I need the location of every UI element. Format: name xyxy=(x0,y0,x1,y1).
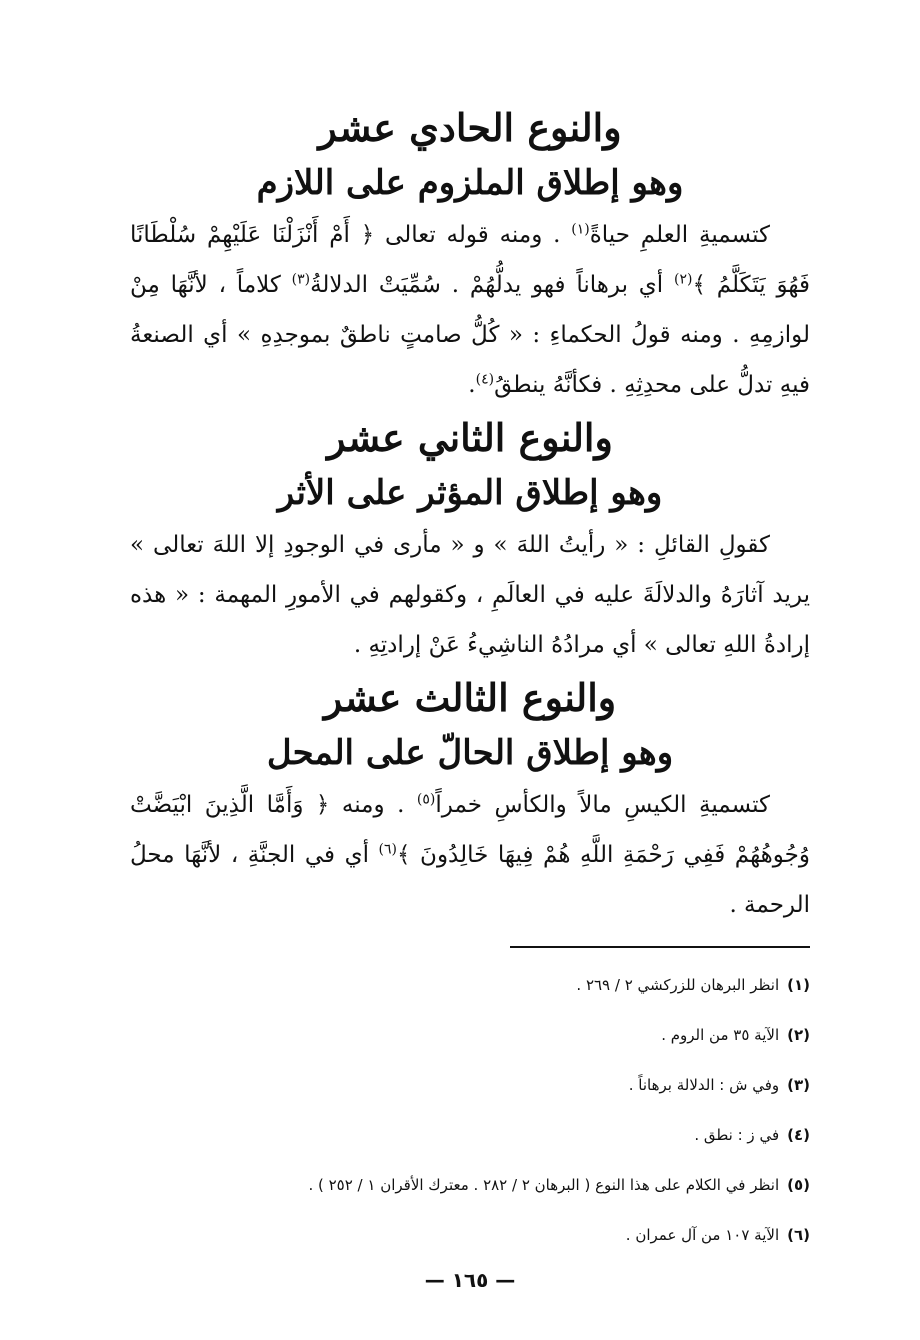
body-text: أي في الجنَّةِ ، لأنَّهَا محلُ الرحمة . xyxy=(130,842,810,918)
footnote-ref[interactable]: (٢) xyxy=(673,271,693,288)
body-text: . ومنه ﴿ وَأَمَّا الَّذِينَ ابْيَضَّتْ وُجُوهُهُمْ فَفِي رَحْمَةِ اللَّهِ هُمْ فِيهَا خَالِدُونَ ﴾ xyxy=(130,792,811,868)
section-body-12 xyxy=(130,520,810,670)
footnote-item xyxy=(130,1160,810,1210)
section-body-11 xyxy=(130,210,810,410)
footnote-item xyxy=(130,960,810,1010)
footnote-ref[interactable]: (٥) xyxy=(416,791,436,808)
footnote-ref[interactable]: (٦) xyxy=(378,841,398,858)
body-text: كتسميةِ العلمِ حياةً xyxy=(589,222,770,248)
body-text: كتسميةِ الكيسِ مالاً والكأسِ خمراً xyxy=(435,792,770,818)
body-text: أي برهاناً فهو يدلُّهُمْ . سُمِّيَتْ الدلالةُ xyxy=(310,272,674,298)
body-text: كلاماً ، لأنَّهَا مِنْ لوازمِهِ . ومنه قولُ الحكماءِ : « كُلُّ صامتٍ ناطقٌ بموجدِهِ » أي الصنعةُ فيهِ تدلُّ على محدِثِهِ . فكأنَّهُ ينطقُ xyxy=(130,272,810,398)
section-title-11: والنوع الحادي عشر xyxy=(318,105,622,150)
body-text: كقولِ القائلِ : « رأيتُ اللهَ » و « مأرى في الوجودِ إلا اللهَ تعالى » يريد آثارَهُ والدلالَةَ عليه في العالَمِ ، وكقولهم في الأمورِ المهمة : « هذه إرادةُ اللهِ تعالى » أي مرادُهُ الناشِيءُ عَنْ إرادتِهِ . xyxy=(130,532,810,658)
section-subtitle-11: وهو إطلاق الملزوم على اللازم xyxy=(256,163,684,203)
body-text: . xyxy=(468,372,476,398)
section-subtitle-13: وهو إطلاق الحالّ على المحل xyxy=(266,733,674,773)
footnote-ref[interactable]: (٤) xyxy=(475,371,495,388)
footnote-text: الآية ٣٥ من الروم . xyxy=(661,1026,780,1044)
footnote-ref[interactable]: (١) xyxy=(571,221,590,238)
footnote-text: انظر البرهان للزركشي ٢ / ٢٦٩ . xyxy=(576,976,780,994)
footnote-text: وفي ش : الدلالة برهاناً . xyxy=(628,1076,780,1094)
footnote-item xyxy=(130,1110,810,1160)
footnote-number: (٣) xyxy=(787,1076,810,1094)
section-title-12: والنوع الثاني عشر xyxy=(327,415,613,460)
footnote-item xyxy=(130,1060,810,1110)
section-body-13 xyxy=(130,780,810,930)
footnote-text: الآية ١٠٧ من آل عمران . xyxy=(625,1226,780,1244)
footnote-number: (٢) xyxy=(787,1026,810,1044)
footnote-text: انظر في الكلام على هذا النوع ( البرهان ٢ / ٢٨٢ . معترك الأقران ١ / ٢٥٢ ) . xyxy=(308,1176,780,1194)
footnote-item xyxy=(130,1210,810,1260)
footnote-number: (٦) xyxy=(787,1226,810,1244)
document-page xyxy=(130,100,810,1300)
footnote-divider xyxy=(510,946,810,948)
footnote-number: (٤) xyxy=(787,1126,810,1144)
footnote-text: في ز : نطق . xyxy=(694,1126,780,1144)
section-subtitle-12: وهو إطلاق المؤثر على الأثر xyxy=(277,473,663,513)
footnote-item xyxy=(130,1010,810,1060)
footnote-number: (١) xyxy=(787,976,810,994)
page-number: — ١٦٥ — xyxy=(424,1268,516,1292)
footnote-number: (٥) xyxy=(787,1176,810,1194)
section-title-13: والنوع الثالث عشر xyxy=(323,675,617,720)
footnotes-list xyxy=(130,960,810,1260)
body-text: . ومنه قوله تعالى ﴿ أَمْ أَنْزَلْنَا عَلَيْهِمْ سُلْطَانًا فَهُوَ يَتَكَلَّمُ ﴾ xyxy=(130,222,810,298)
footnote-ref[interactable]: (٣) xyxy=(291,271,311,288)
